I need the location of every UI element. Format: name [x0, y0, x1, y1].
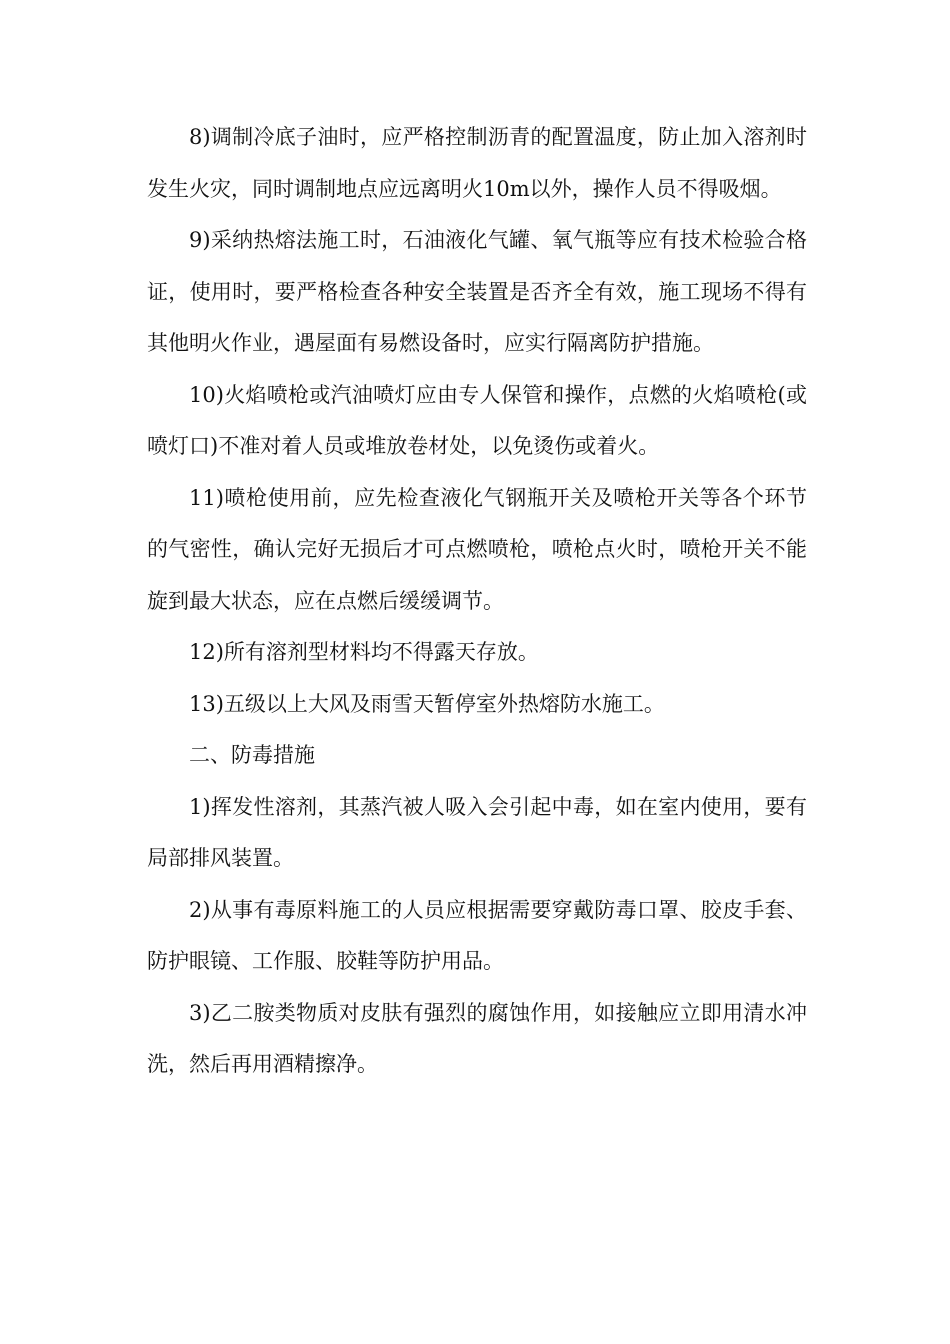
paragraph-fire-item-13: 13)五级以上大风及雨雪天暂停室外热熔防水施工。 — [189, 691, 665, 716]
paragraph-fire-item-8: 8)调制冷底子油时，应严格控制沥青的配置温度，防止加入溶剂时发生火灾，同时调制地点应远离明火10m以外，操作人员不得吸烟。 — [147, 125, 807, 201]
paragraph-fire-item-11: 11)喷枪使用前，应先检查液化气钢瓶开关及喷枪开关等各个环节的气密性，确认完好无损后才可点燃喷枪，喷枪点火时，喷枪开关不能旋到最大状态，应在点燃后缓缓调节。 — [147, 485, 807, 613]
paragraph-fire-item-10: 10)火焰喷枪或汽油喷灯应由专人保管和操作，点燃的火焰喷枪(或喷灯口)不准对着人员或堆放卷材处，以免烫伤或着火。 — [147, 382, 807, 458]
paragraph-toxin-item-1: 1)挥发性溶剂，其蒸汽被人吸入会引起中毒，如在室内使用，要有局部排风装置。 — [147, 794, 807, 870]
paragraph-toxin-item-2: 2)从事有毒原料施工的人员应根据需要穿戴防毒口罩、胶皮手套、防护眼镜、工作服、胶鞋等防护用品。 — [147, 897, 807, 973]
section-heading-antitoxin: 二、防毒措施 — [189, 743, 315, 767]
document-body — [147, 112, 807, 1091]
paragraph-fire-item-12: 12)所有溶剂型材料均不得露天存放。 — [189, 640, 539, 664]
paragraph-toxin-item-3: 3)乙二胺类物质对皮肤有强烈的腐蚀作用，如接触应立即用清水冲洗，然后再用酒精擦净。 — [147, 1000, 807, 1076]
paragraph-fire-item-9: 9)采纳热熔法施工时，石油液化气罐、氧气瓶等应有技术检验合格证，使用时，要严格检查各种安全装置是否齐全有效，施工现场不得有其他明火作业，遇屋面有易燃设备时，应实行隔离防护措施。 — [147, 228, 807, 355]
